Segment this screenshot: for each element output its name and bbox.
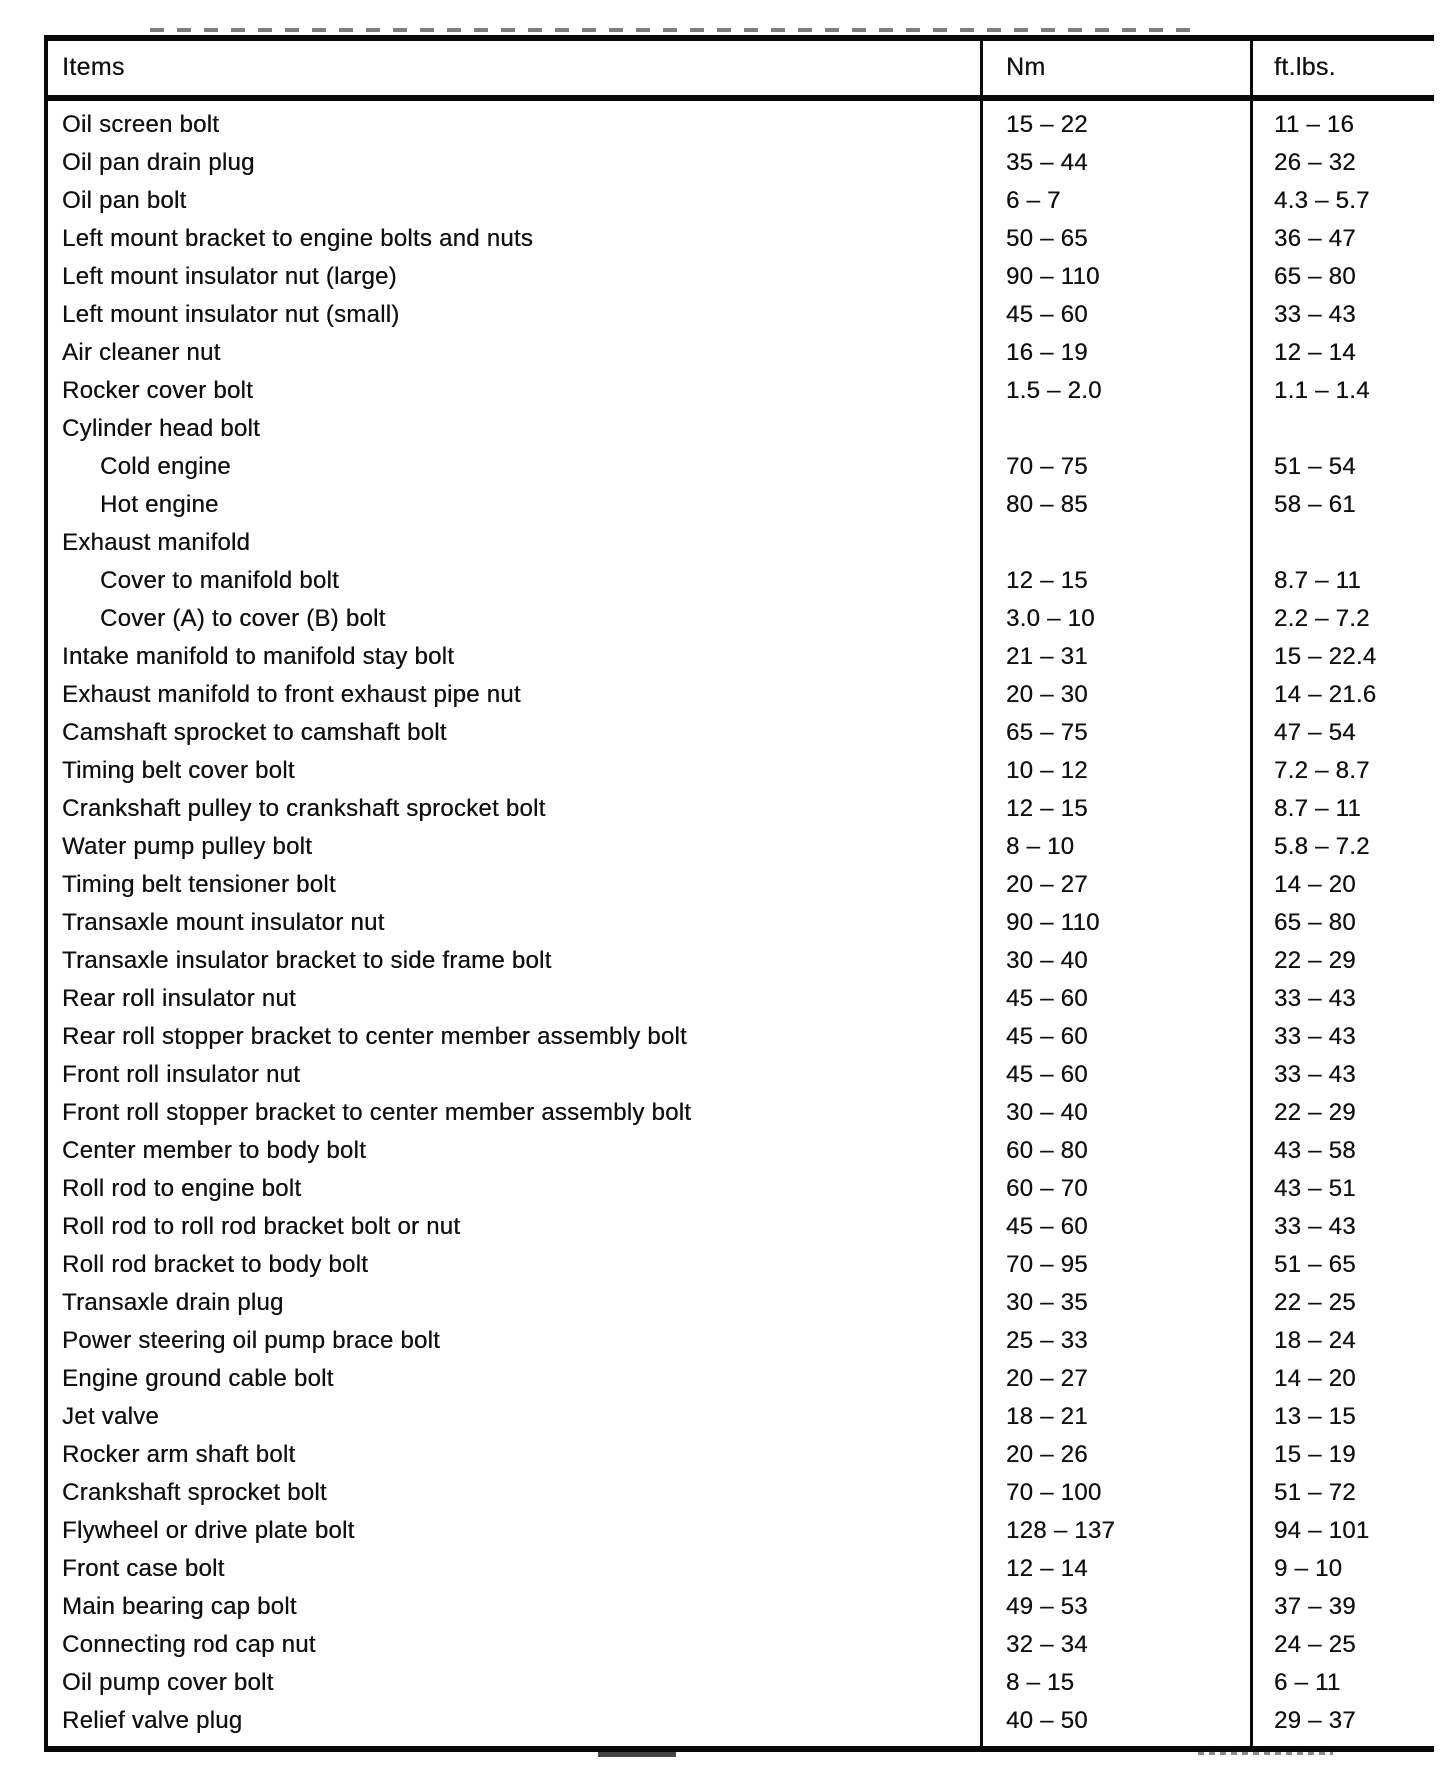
nm-cell: 45 – 60 (1006, 985, 1088, 1012)
table-row (48, 714, 1434, 752)
nm-cell: 30 – 35 (1006, 1289, 1088, 1316)
item-cell: Relief valve plug (62, 1707, 243, 1734)
ftlbs-cell: 14 – 20 (1274, 1365, 1356, 1392)
table-row (48, 410, 1434, 448)
ftlbs-cell: 5.8 – 7.2 (1274, 833, 1370, 860)
ftlbs-cell: 14 – 21.6 (1274, 681, 1377, 708)
table-row (48, 448, 1434, 486)
ftlbs-cell: 94 – 101 (1274, 1517, 1370, 1544)
ftlbs-cell: 24 – 25 (1274, 1631, 1356, 1658)
table-row (48, 182, 1434, 220)
ftlbs-cell: 51 – 72 (1274, 1479, 1356, 1506)
item-cell: Center member to body bolt (62, 1137, 366, 1164)
ftlbs-cell: 36 – 47 (1274, 225, 1356, 252)
ftlbs-cell: 29 – 37 (1274, 1707, 1356, 1734)
nm-cell: 45 – 60 (1006, 1061, 1088, 1088)
item-cell: Rear roll stopper bracket to center member assembly bolt (62, 1023, 687, 1050)
table-row (48, 638, 1434, 676)
item-cell: Connecting rod cap nut (62, 1631, 316, 1658)
ftlbs-cell: 47 – 54 (1274, 719, 1356, 746)
column-divider-ftlbs (1250, 41, 1253, 1746)
nm-cell: 45 – 60 (1006, 1213, 1088, 1240)
table-row (48, 1360, 1434, 1398)
item-cell: Exhaust manifold to front exhaust pipe nut (62, 681, 521, 708)
ftlbs-cell: 13 – 15 (1274, 1403, 1356, 1430)
nm-cell: 45 – 60 (1006, 301, 1088, 328)
ftlbs-cell: 14 – 20 (1274, 871, 1356, 898)
table-row (48, 144, 1434, 182)
nm-cell: 80 – 85 (1006, 491, 1088, 518)
nm-cell: 49 – 53 (1006, 1593, 1088, 1620)
nm-cell: 20 – 27 (1006, 871, 1088, 898)
nm-cell: 15 – 22 (1006, 111, 1088, 138)
ftlbs-cell: 65 – 80 (1274, 263, 1356, 290)
item-cell: Timing belt cover bolt (62, 757, 295, 784)
ftlbs-cell: 22 – 29 (1274, 1099, 1356, 1126)
nm-cell: 60 – 80 (1006, 1137, 1088, 1164)
ftlbs-cell: 33 – 43 (1274, 301, 1356, 328)
scan-artifact-bottom (598, 1752, 676, 1757)
table-row (48, 904, 1434, 942)
item-cell: Power steering oil pump brace bolt (62, 1327, 441, 1354)
item-cell: Cover (A) to cover (B) bolt (100, 605, 386, 632)
nm-cell: 50 – 65 (1006, 225, 1088, 252)
table-row (48, 1550, 1434, 1588)
table-row (48, 1246, 1434, 1284)
column-header-items: Items (62, 53, 125, 81)
ftlbs-cell: 33 – 43 (1274, 1213, 1356, 1240)
item-cell: Front roll insulator nut (62, 1061, 301, 1088)
table-row (48, 752, 1434, 790)
table-row (48, 1056, 1434, 1094)
nm-cell: 20 – 26 (1006, 1441, 1088, 1468)
nm-cell: 30 – 40 (1006, 947, 1088, 974)
ftlbs-cell: 43 – 58 (1274, 1137, 1356, 1164)
table-row (48, 1170, 1434, 1208)
ftlbs-cell: 51 – 54 (1274, 453, 1356, 480)
item-cell: Oil pan drain plug (62, 149, 255, 176)
nm-cell: 40 – 50 (1006, 1707, 1088, 1734)
ftlbs-cell: 11 – 16 (1274, 111, 1355, 138)
table-row (48, 1588, 1434, 1626)
item-cell: Crankshaft sprocket bolt (62, 1479, 327, 1506)
item-cell: Rocker cover bolt (62, 377, 253, 404)
scan-artifact-top (150, 28, 1190, 32)
ftlbs-cell: 7.2 – 8.7 (1274, 757, 1370, 784)
table-row (48, 1474, 1434, 1512)
nm-cell: 8 – 10 (1006, 833, 1075, 860)
item-cell: Camshaft sprocket to camshaft bolt (62, 719, 447, 746)
table-row (48, 942, 1434, 980)
ftlbs-cell: 22 – 29 (1274, 947, 1356, 974)
column-divider-nm (980, 41, 983, 1746)
ftlbs-cell: 6 – 11 (1274, 1669, 1341, 1696)
ftlbs-cell: 51 – 65 (1274, 1251, 1356, 1278)
ftlbs-cell: 12 – 14 (1274, 339, 1356, 366)
nm-cell: 90 – 110 (1006, 909, 1100, 936)
ftlbs-cell: 33 – 43 (1274, 1061, 1356, 1088)
column-header-ftlbs: ft.lbs. (1274, 53, 1336, 81)
item-cell: Roll rod to engine bolt (62, 1175, 302, 1202)
nm-cell: 12 – 14 (1006, 1555, 1088, 1582)
item-cell: Left mount bracket to engine bolts and nuts (62, 225, 534, 252)
item-cell: Front roll stopper bracket to center member assembly bolt (62, 1099, 692, 1126)
table-row (48, 372, 1434, 410)
item-cell: Roll rod to roll rod bracket bolt or nut (62, 1213, 461, 1240)
table-row (48, 1664, 1434, 1702)
item-cell: Oil pan bolt (62, 187, 187, 214)
table-row (48, 980, 1434, 1018)
nm-cell: 3.0 – 10 (1006, 605, 1095, 632)
item-cell: Engine ground cable bolt (62, 1365, 334, 1392)
item-cell: Left mount insulator nut (small) (62, 301, 400, 328)
item-cell: Air cleaner nut (62, 339, 221, 366)
nm-cell: 32 – 34 (1006, 1631, 1088, 1658)
nm-cell: 25 – 33 (1006, 1327, 1088, 1354)
item-cell: Rear roll insulator nut (62, 985, 296, 1012)
table-row (48, 790, 1434, 828)
ftlbs-cell: 1.1 – 1.4 (1274, 377, 1370, 404)
item-cell: Roll rod bracket to body bolt (62, 1251, 369, 1278)
table-row (48, 1094, 1434, 1132)
table-row (48, 258, 1434, 296)
item-cell: Cylinder head bolt (62, 415, 260, 442)
nm-cell: 16 – 19 (1006, 339, 1088, 366)
item-cell: Transaxle insulator bracket to side frame bolt (62, 947, 552, 974)
nm-cell: 60 – 70 (1006, 1175, 1088, 1202)
item-cell: Left mount insulator nut (large) (62, 263, 397, 290)
table-header-row (48, 41, 1434, 101)
table-row (48, 1436, 1434, 1474)
item-cell: Transaxle drain plug (62, 1289, 284, 1316)
ftlbs-cell: 15 – 22.4 (1274, 643, 1377, 670)
nm-cell: 1.5 – 2.0 (1006, 377, 1102, 404)
ftlbs-cell: 65 – 80 (1274, 909, 1356, 936)
nm-cell: 10 – 12 (1006, 757, 1088, 784)
table-row (48, 562, 1434, 600)
ftlbs-cell: 15 – 19 (1274, 1441, 1356, 1468)
nm-cell: 6 – 7 (1006, 187, 1061, 214)
table-row (48, 1208, 1434, 1246)
ftlbs-cell: 58 – 61 (1274, 491, 1356, 518)
item-cell: Flywheel or drive plate bolt (62, 1517, 355, 1544)
item-cell: Water pump pulley bolt (62, 833, 313, 860)
item-cell: Cold engine (100, 453, 231, 480)
item-cell: Oil pump cover bolt (62, 1669, 274, 1696)
table-row (48, 676, 1434, 714)
nm-cell: 21 – 31 (1006, 643, 1088, 670)
nm-cell: 70 – 95 (1006, 1251, 1088, 1278)
nm-cell: 20 – 30 (1006, 681, 1088, 708)
column-header-nm: Nm (1006, 53, 1046, 81)
ftlbs-cell: 37 – 39 (1274, 1593, 1356, 1620)
item-cell: Transaxle mount insulator nut (62, 909, 385, 936)
item-cell: Crankshaft pulley to crankshaft sprocket bolt (62, 795, 546, 822)
nm-cell: 70 – 75 (1006, 453, 1088, 480)
nm-cell: 8 – 15 (1006, 1669, 1075, 1696)
ftlbs-cell (1250, 410, 1434, 448)
nm-cell: 35 – 44 (1006, 149, 1088, 176)
item-cell: Intake manifold to manifold stay bolt (62, 643, 455, 670)
item-cell: Timing belt tensioner bolt (62, 871, 336, 898)
table-row (48, 866, 1434, 904)
item-cell: Jet valve (62, 1403, 159, 1430)
nm-cell (980, 524, 1250, 562)
nm-cell: 90 – 110 (1006, 263, 1100, 290)
table-row (48, 828, 1434, 866)
item-cell: Front case bolt (62, 1555, 225, 1582)
item-cell: Exhaust manifold (62, 529, 251, 556)
table-body (48, 101, 1434, 1740)
nm-cell: 45 – 60 (1006, 1023, 1088, 1050)
ftlbs-cell: 18 – 24 (1274, 1327, 1356, 1354)
table-row (48, 220, 1434, 258)
nm-cell: 70 – 100 (1006, 1479, 1102, 1506)
nm-cell: 65 – 75 (1006, 719, 1088, 746)
torque-spec-table (44, 35, 1434, 1752)
item-cell: Main bearing cap bolt (62, 1593, 297, 1620)
ftlbs-cell: 2.2 – 7.2 (1274, 605, 1370, 632)
nm-cell: 30 – 40 (1006, 1099, 1088, 1126)
table-row (48, 296, 1434, 334)
ftlbs-cell: 22 – 25 (1274, 1289, 1356, 1316)
table-row (48, 486, 1434, 524)
item-cell: Rocker arm shaft bolt (62, 1441, 296, 1468)
table-row (48, 334, 1434, 372)
table-row (48, 524, 1434, 562)
nm-cell: 18 – 21 (1006, 1403, 1088, 1430)
nm-cell: 20 – 27 (1006, 1365, 1088, 1392)
table-row (48, 1512, 1434, 1550)
ftlbs-cell: 8.7 – 11 (1274, 567, 1361, 594)
item-cell: Hot engine (100, 491, 219, 518)
table-row (48, 1018, 1434, 1056)
ftlbs-cell: 9 – 10 (1274, 1555, 1343, 1582)
table-row (48, 1322, 1434, 1360)
ftlbs-cell (1250, 524, 1434, 562)
item-cell: Cover to manifold bolt (100, 567, 339, 594)
nm-cell: 128 – 137 (1006, 1517, 1116, 1544)
nm-cell: 12 – 15 (1006, 567, 1088, 594)
table-row (48, 1284, 1434, 1322)
ftlbs-cell: 33 – 43 (1274, 1023, 1356, 1050)
nm-cell (980, 410, 1250, 448)
table-row (48, 1398, 1434, 1436)
ftlbs-cell: 26 – 32 (1274, 149, 1356, 176)
nm-cell: 12 – 15 (1006, 795, 1088, 822)
table-row (48, 1626, 1434, 1664)
table-row (48, 600, 1434, 638)
table-row (48, 1702, 1434, 1740)
ftlbs-cell: 33 – 43 (1274, 985, 1356, 1012)
table-row (48, 1132, 1434, 1170)
ftlbs-cell: 43 – 51 (1274, 1175, 1356, 1202)
ftlbs-cell: 4.3 – 5.7 (1274, 187, 1370, 214)
ftlbs-cell: 8.7 – 11 (1274, 795, 1361, 822)
table-row (48, 106, 1434, 144)
item-cell: Oil screen bolt (62, 111, 220, 138)
